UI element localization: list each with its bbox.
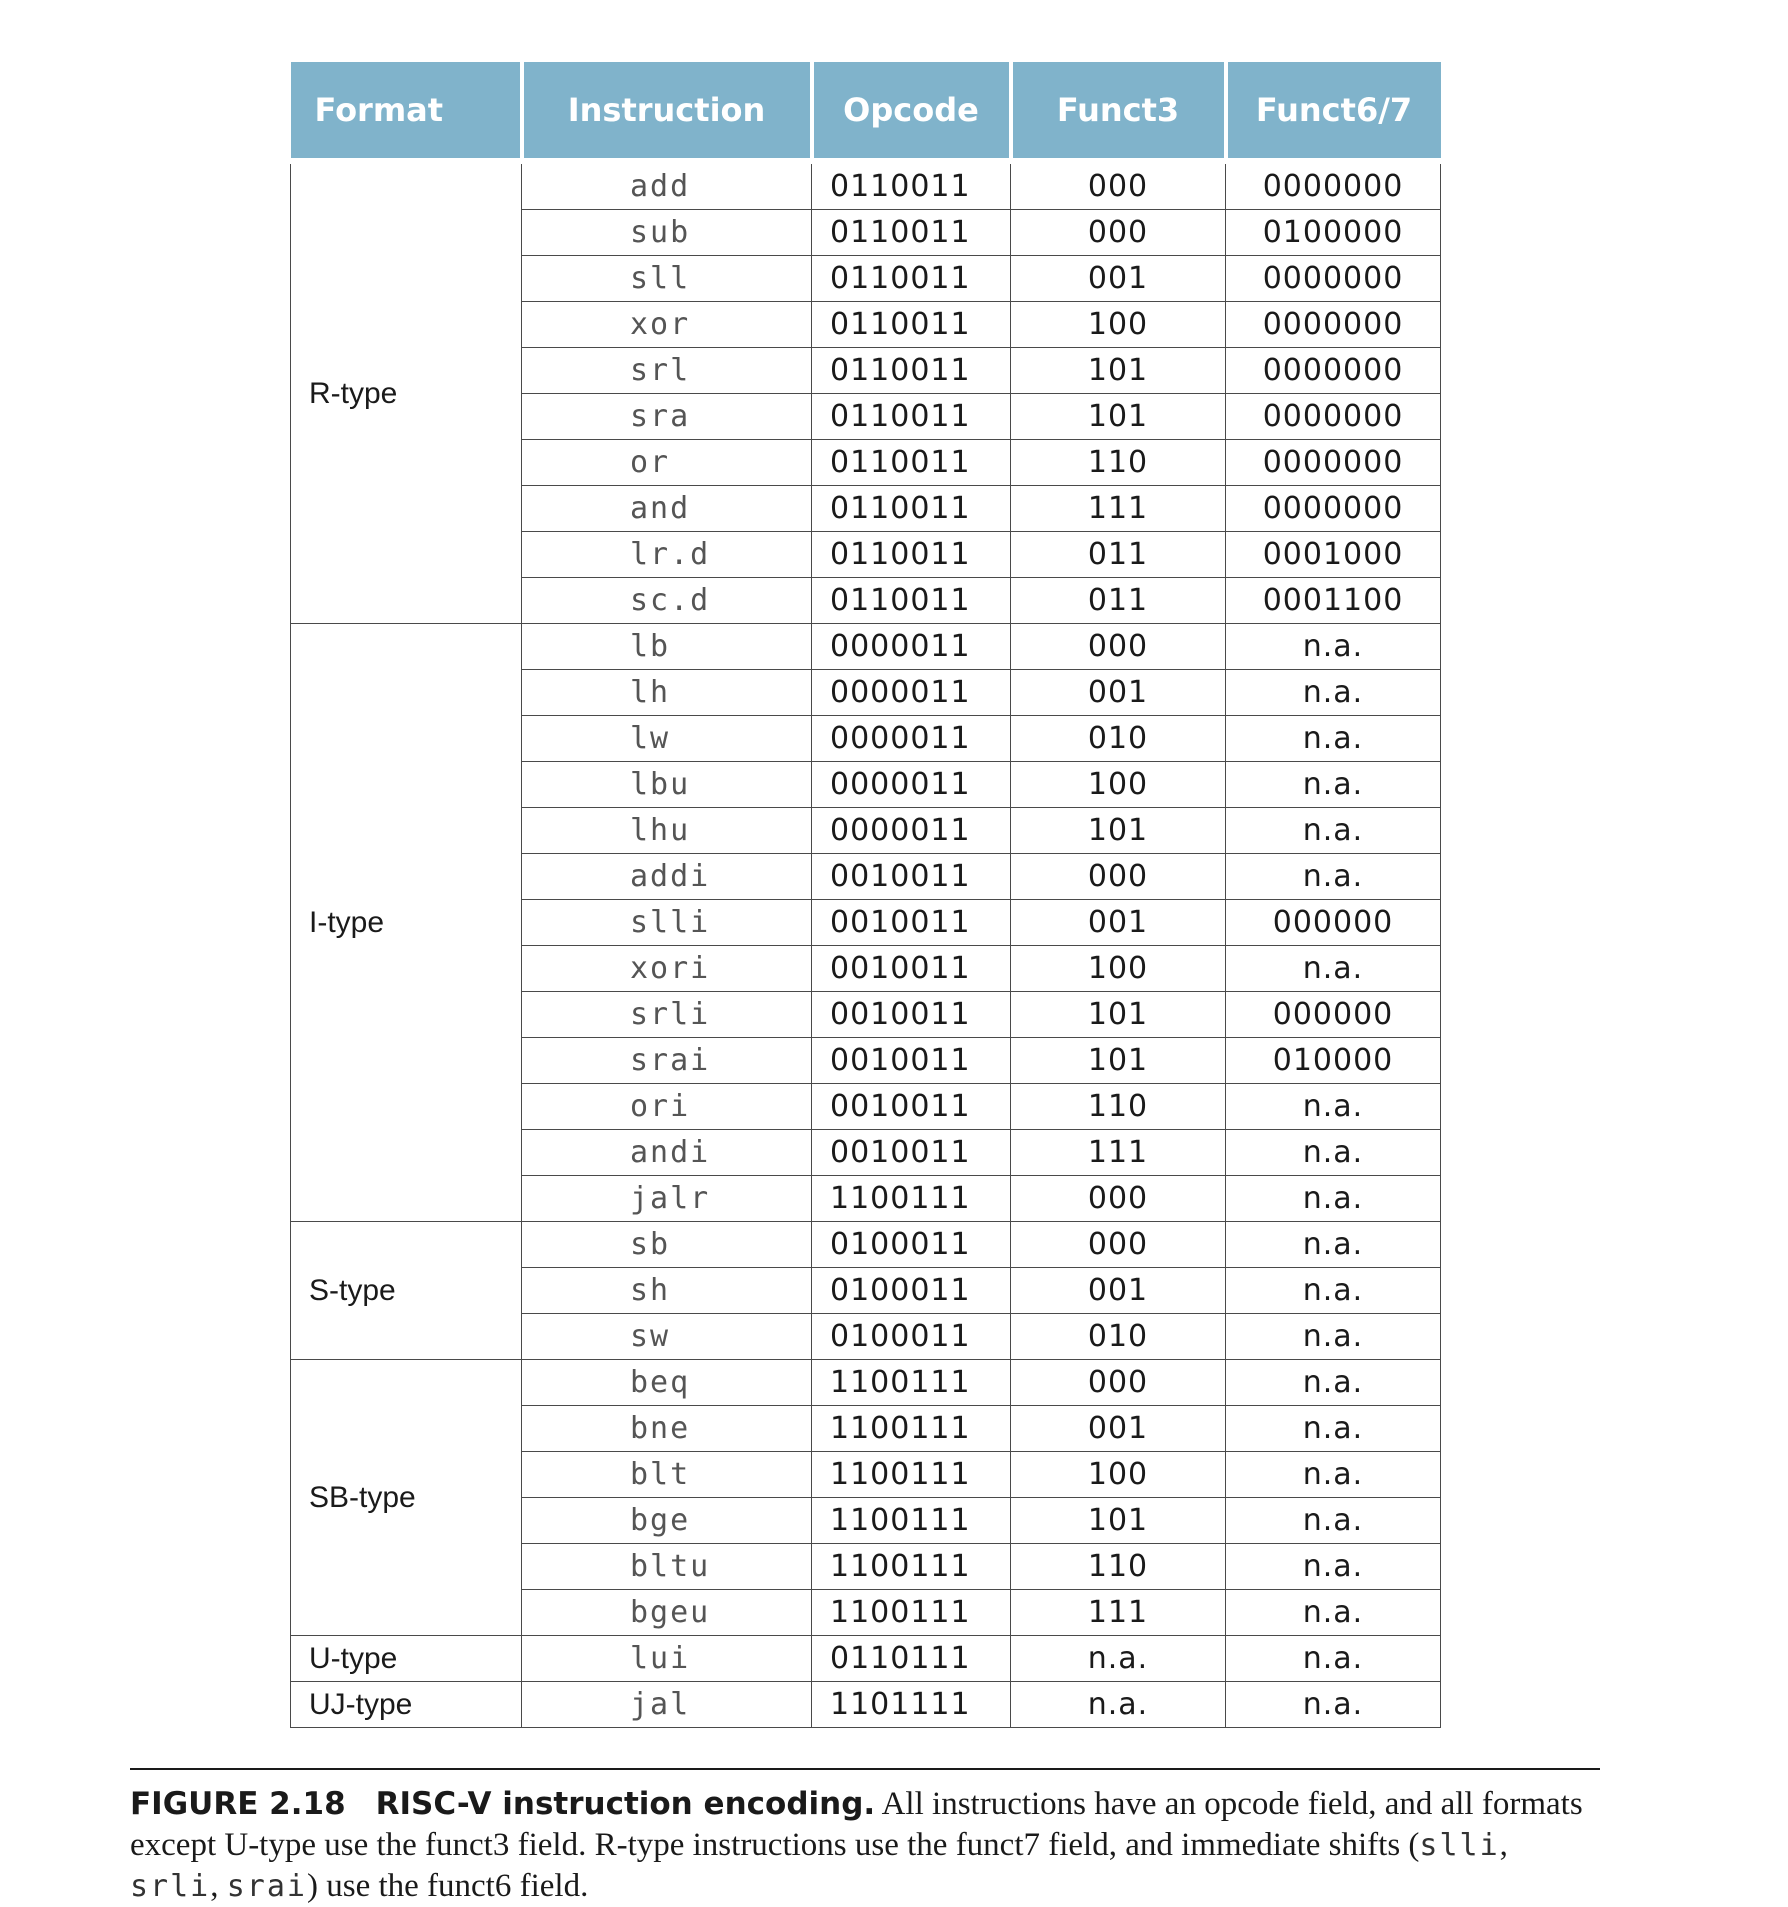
funct6-7-cell: 0000000 <box>1226 161 1441 210</box>
opcode-cell: 1100111 <box>812 1360 1011 1406</box>
opcode-cell: 0100011 <box>812 1314 1011 1360</box>
opcode-cell: 0110011 <box>812 348 1011 394</box>
opcode-cell: 0010011 <box>812 900 1011 946</box>
funct3-cell: 100 <box>1011 762 1226 808</box>
instruction-cell: sll <box>522 256 812 302</box>
funct6-7-cell: 000000 <box>1226 900 1441 946</box>
opcode-cell: 0000011 <box>812 716 1011 762</box>
funct6-7-cell: n.a. <box>1226 1590 1441 1636</box>
instruction-cell: bge <box>522 1498 812 1544</box>
funct3-cell: 000 <box>1011 624 1226 670</box>
opcode-cell: 0010011 <box>812 1038 1011 1084</box>
funct6-7-cell: n.a. <box>1226 1314 1441 1360</box>
funct3-cell: 010 <box>1011 1314 1226 1360</box>
opcode-cell: 0110011 <box>812 161 1011 210</box>
instruction-cell: srai <box>522 1038 812 1084</box>
table-row <box>291 1222 1441 1268</box>
encoding-table-container <box>290 62 1440 1728</box>
funct3-cell: n.a. <box>1011 1682 1226 1728</box>
funct6-7-cell: n.a. <box>1226 808 1441 854</box>
funct3-cell: 101 <box>1011 808 1226 854</box>
opcode-cell: 1100111 <box>812 1590 1011 1636</box>
funct3-cell: 110 <box>1011 1544 1226 1590</box>
funct3-cell: 101 <box>1011 348 1226 394</box>
opcode-cell: 0000011 <box>812 670 1011 716</box>
table-row <box>291 1636 1441 1682</box>
instruction-cell: bltu <box>522 1544 812 1590</box>
instruction-cell: sb <box>522 1222 812 1268</box>
table-header-row <box>291 62 1441 161</box>
opcode-cell: 0110011 <box>812 394 1011 440</box>
instruction-encoding-table <box>290 62 1441 1728</box>
funct3-cell: 101 <box>1011 1038 1226 1084</box>
funct3-cell: 101 <box>1011 1498 1226 1544</box>
opcode-cell: 0000011 <box>812 808 1011 854</box>
opcode-cell: 1100111 <box>812 1544 1011 1590</box>
funct6-7-cell: n.a. <box>1226 1498 1441 1544</box>
opcode-cell: 0110011 <box>812 210 1011 256</box>
funct3-cell: 011 <box>1011 532 1226 578</box>
funct3-cell: 010 <box>1011 716 1226 762</box>
funct3-cell: 111 <box>1011 1590 1226 1636</box>
funct6-7-cell: n.a. <box>1226 1406 1441 1452</box>
opcode-cell: 0110011 <box>812 440 1011 486</box>
instruction-cell: addi <box>522 854 812 900</box>
instruction-cell: sub <box>522 210 812 256</box>
header-funct3: Funct3 <box>1011 62 1226 161</box>
funct3-cell: 101 <box>1011 992 1226 1038</box>
funct6-7-cell: n.a. <box>1226 1360 1441 1406</box>
caption-title: RISC-V instruction encoding. <box>375 1786 876 1822</box>
funct6-7-cell: n.a. <box>1226 1268 1441 1314</box>
instruction-cell: lh <box>522 670 812 716</box>
funct6-7-cell: n.a. <box>1226 1452 1441 1498</box>
table-row <box>291 161 1441 210</box>
funct3-cell: n.a. <box>1011 1636 1226 1682</box>
instruction-cell: xori <box>522 946 812 992</box>
funct3-cell: 111 <box>1011 486 1226 532</box>
instruction-cell: sh <box>522 1268 812 1314</box>
instruction-cell: lbu <box>522 762 812 808</box>
instruction-cell: jal <box>522 1682 812 1728</box>
instruction-cell: sc.d <box>522 578 812 624</box>
opcode-cell: 0110011 <box>812 256 1011 302</box>
opcode-cell: 0010011 <box>812 1084 1011 1130</box>
instruction-cell: or <box>522 440 812 486</box>
caption-text-part-2: ) use the funct6 field. <box>307 1868 589 1904</box>
funct3-cell: 100 <box>1011 946 1226 992</box>
table-row <box>291 1682 1441 1728</box>
format-cell: UJ-type <box>291 1682 522 1728</box>
caption-separator-2: , <box>210 1868 227 1904</box>
opcode-cell: 1101111 <box>812 1682 1011 1728</box>
format-cell: U-type <box>291 1636 522 1682</box>
table-row <box>291 1360 1441 1406</box>
instruction-cell: lw <box>522 716 812 762</box>
instruction-cell: add <box>522 161 812 210</box>
funct6-7-cell: n.a. <box>1226 946 1441 992</box>
funct6-7-cell: n.a. <box>1226 1682 1441 1728</box>
opcode-cell: 1100111 <box>812 1452 1011 1498</box>
instruction-cell: lui <box>522 1636 812 1682</box>
funct3-cell: 000 <box>1011 1176 1226 1222</box>
opcode-cell: 0100011 <box>812 1222 1011 1268</box>
funct6-7-cell: 0100000 <box>1226 210 1441 256</box>
instruction-cell: bne <box>522 1406 812 1452</box>
instruction-cell: lb <box>522 624 812 670</box>
funct3-cell: 011 <box>1011 578 1226 624</box>
format-cell: SB-type <box>291 1360 522 1636</box>
funct6-7-cell: n.a. <box>1226 1176 1441 1222</box>
funct6-7-cell: n.a. <box>1226 624 1441 670</box>
format-cell: R-type <box>291 161 522 624</box>
funct6-7-cell: 0000000 <box>1226 394 1441 440</box>
funct6-7-cell: n.a. <box>1226 1222 1441 1268</box>
funct6-7-cell: 0000000 <box>1226 348 1441 394</box>
opcode-cell: 0010011 <box>812 854 1011 900</box>
instruction-cell: bgeu <box>522 1590 812 1636</box>
instruction-cell: srli <box>522 992 812 1038</box>
funct6-7-cell: 000000 <box>1226 992 1441 1038</box>
funct3-cell: 001 <box>1011 1268 1226 1314</box>
caption-code-slli: slli <box>1419 1828 1500 1863</box>
opcode-cell: 0100011 <box>812 1268 1011 1314</box>
opcode-cell: 1100111 <box>812 1406 1011 1452</box>
funct6-7-cell: n.a. <box>1226 854 1441 900</box>
funct6-7-cell: n.a. <box>1226 670 1441 716</box>
instruction-cell: ori <box>522 1084 812 1130</box>
funct3-cell: 000 <box>1011 854 1226 900</box>
instruction-cell: jalr <box>522 1176 812 1222</box>
instruction-cell: lr.d <box>522 532 812 578</box>
format-cell: S-type <box>291 1222 522 1360</box>
caption-figure-label: FIGURE 2.18 <box>130 1786 346 1822</box>
funct6-7-cell: 0000000 <box>1226 440 1441 486</box>
opcode-cell: 0010011 <box>812 1130 1011 1176</box>
funct6-7-cell: 0001100 <box>1226 578 1441 624</box>
format-cell: I-type <box>291 624 522 1222</box>
funct6-7-cell: n.a. <box>1226 716 1441 762</box>
funct6-7-cell: 0000000 <box>1226 486 1441 532</box>
header-opcode: Opcode <box>812 62 1011 161</box>
instruction-cell: and <box>522 486 812 532</box>
opcode-cell: 0110011 <box>812 578 1011 624</box>
opcode-cell: 0010011 <box>812 992 1011 1038</box>
funct3-cell: 101 <box>1011 394 1226 440</box>
funct6-7-cell: 0000000 <box>1226 256 1441 302</box>
figure-caption <box>130 1768 1600 1907</box>
opcode-cell: 0110011 <box>812 486 1011 532</box>
opcode-cell: 0110011 <box>812 532 1011 578</box>
funct3-cell: 001 <box>1011 1406 1226 1452</box>
instruction-cell: blt <box>522 1452 812 1498</box>
funct3-cell: 100 <box>1011 1452 1226 1498</box>
funct3-cell: 001 <box>1011 256 1226 302</box>
opcode-cell: 0110111 <box>812 1636 1011 1682</box>
caption-separator-1: , <box>1499 1827 1508 1863</box>
instruction-cell: sw <box>522 1314 812 1360</box>
instruction-cell: slli <box>522 900 812 946</box>
funct3-cell: 000 <box>1011 1360 1226 1406</box>
funct6-7-cell: 010000 <box>1226 1038 1441 1084</box>
caption-code-srai: srai <box>226 1869 307 1904</box>
instruction-cell: andi <box>522 1130 812 1176</box>
caption-code-srli: srli <box>130 1869 211 1904</box>
funct3-cell: 001 <box>1011 670 1226 716</box>
instruction-cell: lhu <box>522 808 812 854</box>
header-instruction: Instruction <box>522 62 812 161</box>
funct3-cell: 110 <box>1011 1084 1226 1130</box>
caption-text-part-1: All instructions have an opcode field, and all formats except U-type use the funct3 field. R-type instructions use the funct7 field, and immediate shifts ( <box>130 1786 1583 1863</box>
opcode-cell: 0110011 <box>812 302 1011 348</box>
instruction-cell: beq <box>522 1360 812 1406</box>
funct3-cell: 100 <box>1011 302 1226 348</box>
funct6-7-cell: 0001000 <box>1226 532 1441 578</box>
funct3-cell: 111 <box>1011 1130 1226 1176</box>
instruction-cell: sra <box>522 394 812 440</box>
table-body <box>291 161 1441 1728</box>
opcode-cell: 1100111 <box>812 1176 1011 1222</box>
opcode-cell: 1100111 <box>812 1498 1011 1544</box>
opcode-cell: 0000011 <box>812 624 1011 670</box>
header-funct6-7: Funct6/7 <box>1226 62 1441 161</box>
funct6-7-cell: n.a. <box>1226 1130 1441 1176</box>
funct6-7-cell: n.a. <box>1226 1636 1441 1682</box>
funct3-cell: 000 <box>1011 161 1226 210</box>
funct3-cell: 110 <box>1011 440 1226 486</box>
funct3-cell: 000 <box>1011 210 1226 256</box>
funct3-cell: 001 <box>1011 900 1226 946</box>
funct6-7-cell: n.a. <box>1226 1544 1441 1590</box>
funct6-7-cell: n.a. <box>1226 1084 1441 1130</box>
header-format: Format <box>291 62 522 161</box>
opcode-cell: 0010011 <box>812 946 1011 992</box>
instruction-cell: xor <box>522 302 812 348</box>
funct6-7-cell: 0000000 <box>1226 302 1441 348</box>
instruction-cell: srl <box>522 348 812 394</box>
table-row <box>291 624 1441 670</box>
funct3-cell: 000 <box>1011 1222 1226 1268</box>
funct6-7-cell: n.a. <box>1226 762 1441 808</box>
opcode-cell: 0000011 <box>812 762 1011 808</box>
